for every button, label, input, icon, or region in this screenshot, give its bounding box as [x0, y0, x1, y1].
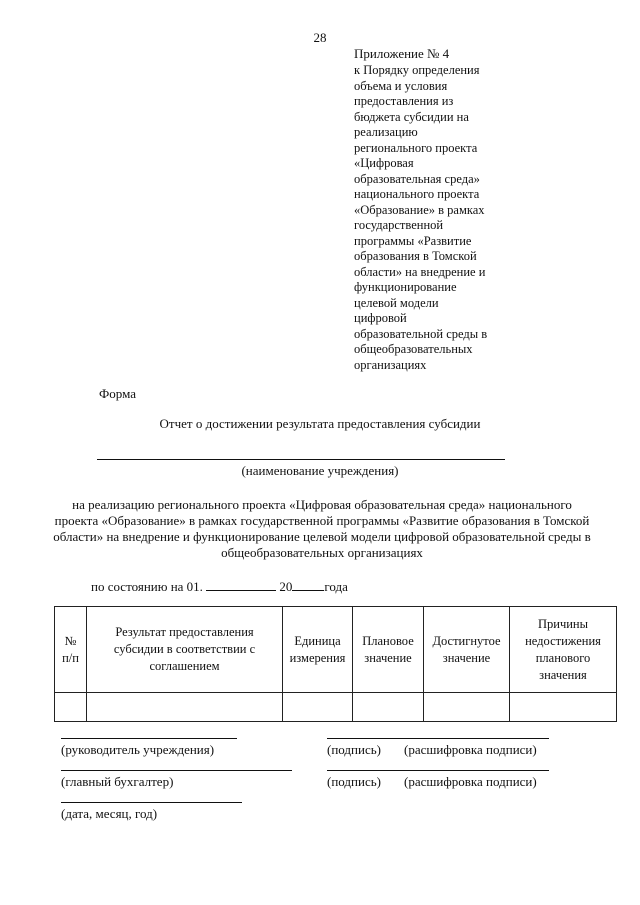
appendix-line: образования в Томской [354, 249, 477, 263]
appendix-line: функционирование [354, 280, 457, 294]
page-number: 28 [313, 30, 327, 45]
table-cell[interactable] [510, 693, 617, 722]
year-blank-field[interactable] [292, 579, 324, 591]
date-line[interactable] [61, 802, 242, 803]
signature-line-1[interactable] [327, 738, 549, 739]
organization-name-field[interactable] [97, 459, 505, 460]
head-signature-line[interactable] [61, 738, 237, 739]
signature-caption-1: (подпись) [327, 742, 381, 757]
table-row [55, 693, 617, 722]
report-title: Отчет о достижении результата предоставления субсидии [159, 416, 481, 431]
appendix-line: регионального проекта [354, 140, 478, 155]
appendix-line: государственной [354, 218, 444, 232]
decryption-caption-1: (расшифровка подписи) [404, 742, 537, 757]
appendix-line: общеобразовательных [354, 342, 473, 356]
appendix-line: объема и условия [354, 78, 448, 93]
project-description: на реализацию регионального проекта «Цифровая образовательная среда» национального проекта «Образование» в рамках государственной программы «Развитие образования в Томской области» на внедрение и функционирование целевой модели цифровой образовательной среды в общеобразовательных организациях [53, 497, 591, 560]
date-caption: (дата, месяц, год) [61, 806, 158, 821]
organization-caption: (наименование учреждения) [241, 463, 399, 478]
appendix-line: бюджета субсидии на [354, 109, 469, 124]
table-cell[interactable] [353, 693, 424, 722]
header-number: № п/п [55, 607, 87, 693]
table-cell[interactable] [283, 693, 353, 722]
signature-caption-2: (подпись) [327, 774, 381, 789]
appendix-line: целевой модели [354, 295, 439, 310]
appendix-line: образовательной среды в [354, 326, 488, 341]
signature-line-2[interactable] [327, 770, 549, 771]
status-date-line [91, 579, 348, 595]
appendix-line: организациях [354, 357, 427, 372]
appendix-line: образовательная среда» [354, 171, 480, 186]
year-prefix: 20 [279, 579, 293, 594]
appendix-line: национального проекта [354, 187, 480, 201]
header-planned: Плановое значение [353, 607, 424, 693]
header-result: Результат предоставления субсидии в соответствии с соглашением [87, 607, 283, 693]
appendix-line: области» на внедрение и [354, 264, 486, 279]
accountant-caption: (главный бухгалтер) [61, 774, 174, 789]
header-reasons: Причины недостижения планового значения [510, 607, 617, 693]
appendix-line: к Порядку определения [354, 63, 480, 77]
decryption-caption-2: (расшифровка подписи) [404, 774, 537, 789]
table-cell[interactable] [55, 693, 87, 722]
status-suffix: года [324, 579, 348, 594]
appendix-line: реализацию [354, 125, 418, 139]
report-table [54, 606, 617, 722]
table-cell[interactable] [424, 693, 510, 722]
appendix-text [354, 63, 508, 373]
appendix-line: предоставления из [354, 94, 454, 108]
table-cell[interactable] [87, 693, 283, 722]
form-label: Форма [99, 386, 136, 401]
head-caption: (руководитель учреждения) [61, 742, 215, 757]
appendix-line: цифровой [354, 311, 407, 325]
status-prefix: по состоянию на 01. [91, 579, 203, 594]
header-achieved: Достигнутое значение [424, 607, 510, 693]
appendix-title: Приложение № 4 [354, 46, 450, 61]
accountant-signature-line[interactable] [61, 770, 292, 771]
appendix-line: «Образование» в рамках [354, 202, 485, 217]
header-unit: Единица измерения [283, 607, 353, 693]
table-header-row [55, 607, 617, 693]
appendix-line: программы «Развитие [354, 233, 472, 248]
appendix-line: «Цифровая [354, 156, 414, 170]
month-blank-field[interactable] [206, 579, 276, 591]
